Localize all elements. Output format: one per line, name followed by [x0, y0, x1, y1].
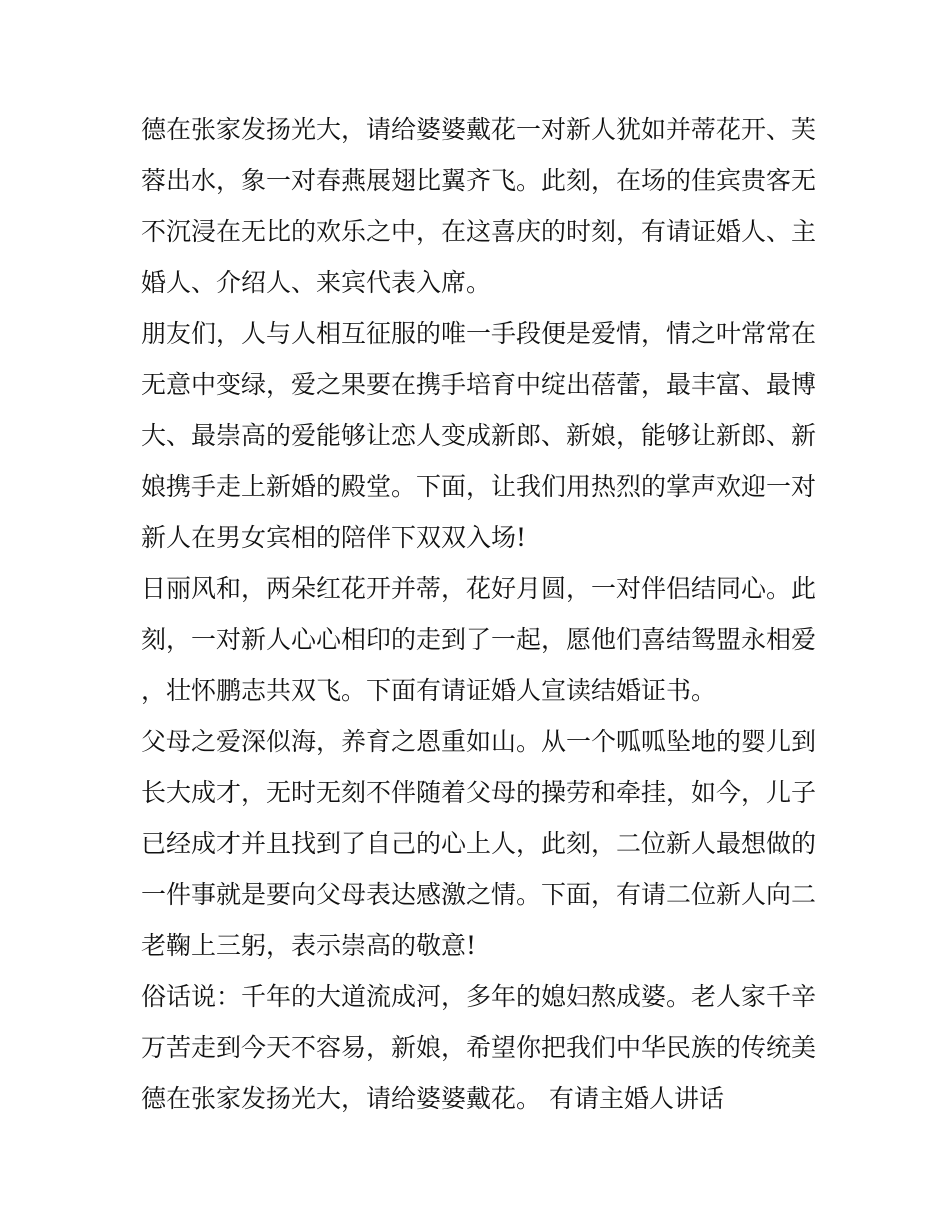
- paragraph-5: 俗话说：千年的大道流成河，多年的媳妇熬成婆。老人家千辛万苦走到今天不容易，新娘，希望你把我们中华民族的传统美德在张家发扬光大，请给婆婆戴花。 有请主婚人讲话: [141, 982, 817, 1113]
- paragraph-2: 朋友们，人与人相互征服的唯一手段便是爱情，情之叶常常在无意中变绿，爱之果要在携手培育中绽出蓓蕾，最丰富、最博大、最崇高的爱能够让恋人变成新郎、新娘，能够让新郎、新娘携手走上新婚的殿堂。下面，让我们用热烈的掌声欢迎一对新人在男女宾相的陪伴下双双入场!: [141, 319, 817, 552]
- paragraph-3: 日丽风和，两朵红花开并蒂，花好月圆，一对伴侣结同心。此刻，一对新人心心相印的走到了一起，愿他们喜结鸳盟永相爱，壮怀鹏志共双飞。下面有请证婚人宣读结婚证书。: [141, 574, 817, 705]
- paragraph-4: 父母之爱深似海，养育之恩重如山。从一个呱呱坠地的婴儿到长大成才，无时无刻不伴随着父母的操劳和牵挂，如今，儿子已经成才并且找到了自己的心上人，此刻，二位新人最想做的一件事就是要向父母表达感激之情。下面，有请二位新人向二老鞠上三躬，表示崇高的敬意!: [141, 727, 817, 960]
- paragraph-1: 德在张家发扬光大，请给婆婆戴花一对新人犹如并蒂花开、芙蓉出水，象一对春燕展翅比翼齐飞。此刻，在场的佳宾贵客无不沉浸在无比的欢乐之中，在这喜庆的时刻，有请证婚人、主婚人、介绍人、来宾代表入席。: [141, 115, 817, 297]
- document-body: [141, 104, 821, 1124]
